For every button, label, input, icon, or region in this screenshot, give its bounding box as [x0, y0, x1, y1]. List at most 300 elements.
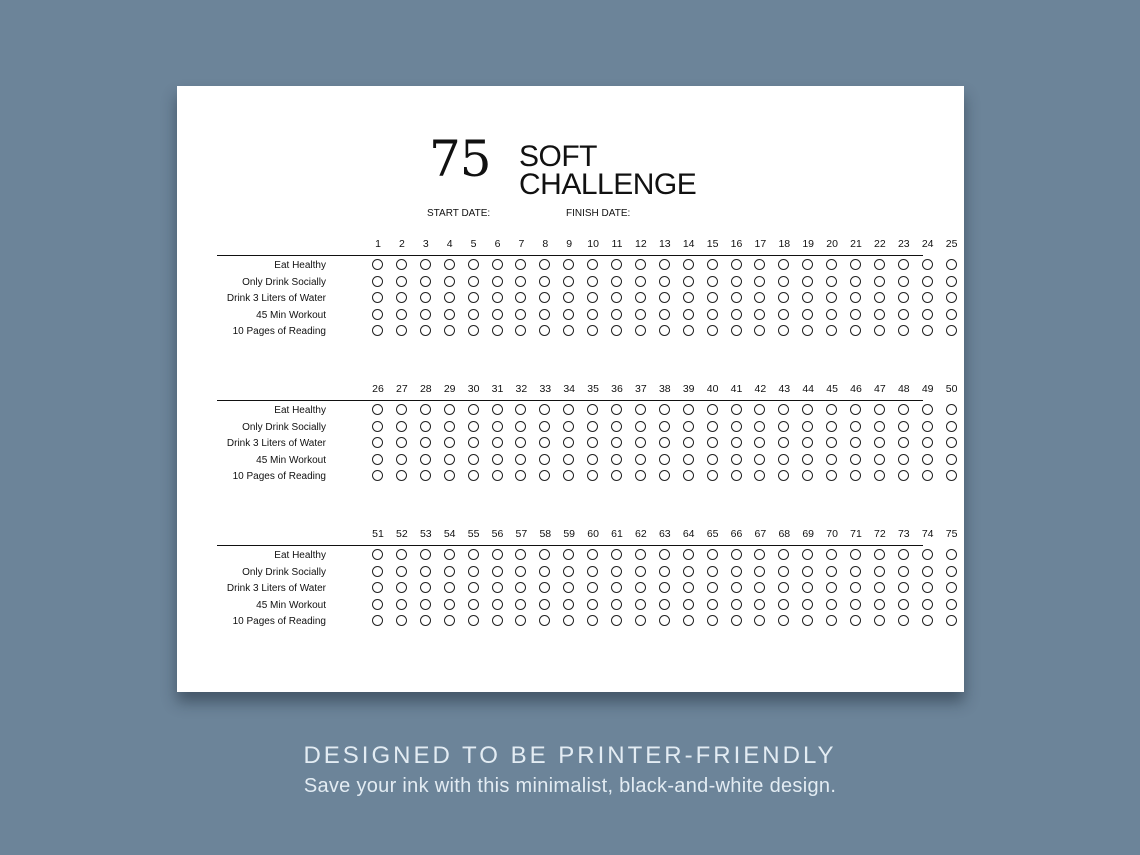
checkbox-circle[interactable] [515, 325, 526, 336]
checkbox-circle[interactable] [372, 309, 383, 320]
checkbox-circle[interactable] [683, 549, 694, 560]
checkbox-circle[interactable] [444, 566, 455, 577]
checkbox-circle[interactable] [850, 549, 861, 560]
checkbox-circle[interactable] [707, 276, 718, 287]
checkbox-circle[interactable] [898, 566, 909, 577]
checkbox-circle[interactable] [492, 549, 503, 560]
checkbox-circle[interactable] [372, 566, 383, 577]
checkbox-circle[interactable] [420, 421, 431, 432]
checkbox-circle[interactable] [922, 582, 933, 593]
checkbox-circle[interactable] [611, 325, 622, 336]
checkbox-circle[interactable] [611, 404, 622, 415]
checkbox-circle[interactable] [539, 421, 550, 432]
checkbox-circle[interactable] [778, 421, 789, 432]
checkbox-circle[interactable] [826, 325, 837, 336]
checkbox-circle[interactable] [539, 325, 550, 336]
checkbox-circle[interactable] [468, 404, 479, 415]
checkbox-circle[interactable] [826, 615, 837, 626]
checkbox-circle[interactable] [778, 309, 789, 320]
checkbox-circle[interactable] [444, 421, 455, 432]
checkbox-circle[interactable] [707, 259, 718, 270]
checkbox-circle[interactable] [611, 615, 622, 626]
checkbox-circle[interactable] [683, 421, 694, 432]
checkbox-circle[interactable] [922, 325, 933, 336]
checkbox-circle[interactable] [731, 259, 742, 270]
checkbox-circle[interactable] [802, 292, 813, 303]
checkbox-circle[interactable] [539, 615, 550, 626]
checkbox-circle[interactable] [635, 404, 646, 415]
checkbox-circle[interactable] [563, 615, 574, 626]
checkbox-circle[interactable] [946, 599, 957, 610]
checkbox-circle[interactable] [850, 421, 861, 432]
checkbox-circle[interactable] [922, 404, 933, 415]
checkbox-circle[interactable] [492, 325, 503, 336]
checkbox-circle[interactable] [898, 404, 909, 415]
checkbox-circle[interactable] [492, 292, 503, 303]
checkbox-circle[interactable] [874, 566, 885, 577]
checkbox-circle[interactable] [563, 421, 574, 432]
checkbox-circle[interactable] [778, 276, 789, 287]
checkbox-circle[interactable] [922, 566, 933, 577]
checkbox-circle[interactable] [396, 437, 407, 448]
checkbox-circle[interactable] [707, 470, 718, 481]
checkbox-circle[interactable] [707, 599, 718, 610]
checkbox-circle[interactable] [754, 404, 765, 415]
checkbox-circle[interactable] [850, 404, 861, 415]
checkbox-circle[interactable] [492, 437, 503, 448]
checkbox-circle[interactable] [946, 292, 957, 303]
checkbox-circle[interactable] [707, 292, 718, 303]
checkbox-circle[interactable] [539, 404, 550, 415]
checkbox-circle[interactable] [587, 566, 598, 577]
checkbox-circle[interactable] [754, 582, 765, 593]
checkbox-circle[interactable] [372, 404, 383, 415]
checkbox-circle[interactable] [683, 599, 694, 610]
checkbox-circle[interactable] [946, 437, 957, 448]
checkbox-circle[interactable] [635, 292, 646, 303]
checkbox-circle[interactable] [754, 292, 765, 303]
checkbox-circle[interactable] [731, 421, 742, 432]
checkbox-circle[interactable] [659, 325, 670, 336]
checkbox-circle[interactable] [611, 599, 622, 610]
checkbox-circle[interactable] [635, 259, 646, 270]
checkbox-circle[interactable] [587, 549, 598, 560]
checkbox-circle[interactable] [826, 566, 837, 577]
checkbox-circle[interactable] [539, 470, 550, 481]
checkbox-circle[interactable] [492, 259, 503, 270]
checkbox-circle[interactable] [922, 470, 933, 481]
checkbox-circle[interactable] [707, 582, 718, 593]
checkbox-circle[interactable] [874, 292, 885, 303]
checkbox-circle[interactable] [539, 549, 550, 560]
checkbox-circle[interactable] [587, 454, 598, 465]
checkbox-circle[interactable] [492, 454, 503, 465]
checkbox-circle[interactable] [611, 566, 622, 577]
checkbox-circle[interactable] [611, 582, 622, 593]
checkbox-circle[interactable] [396, 549, 407, 560]
checkbox-circle[interactable] [802, 309, 813, 320]
checkbox-circle[interactable] [563, 566, 574, 577]
checkbox-circle[interactable] [444, 470, 455, 481]
checkbox-circle[interactable] [587, 325, 598, 336]
checkbox-circle[interactable] [563, 582, 574, 593]
checkbox-circle[interactable] [922, 309, 933, 320]
checkbox-circle[interactable] [778, 615, 789, 626]
checkbox-circle[interactable] [922, 454, 933, 465]
checkbox-circle[interactable] [492, 566, 503, 577]
checkbox-circle[interactable] [683, 276, 694, 287]
checkbox-circle[interactable] [372, 582, 383, 593]
checkbox-circle[interactable] [850, 276, 861, 287]
checkbox-circle[interactable] [659, 615, 670, 626]
checkbox-circle[interactable] [420, 259, 431, 270]
checkbox-circle[interactable] [683, 404, 694, 415]
checkbox-circle[interactable] [778, 549, 789, 560]
checkbox-circle[interactable] [683, 325, 694, 336]
checkbox-circle[interactable] [778, 582, 789, 593]
checkbox-circle[interactable] [802, 470, 813, 481]
checkbox-circle[interactable] [898, 259, 909, 270]
checkbox-circle[interactable] [731, 599, 742, 610]
checkbox-circle[interactable] [372, 549, 383, 560]
checkbox-circle[interactable] [635, 582, 646, 593]
checkbox-circle[interactable] [659, 292, 670, 303]
checkbox-circle[interactable] [515, 549, 526, 560]
checkbox-circle[interactable] [683, 566, 694, 577]
checkbox-circle[interactable] [659, 259, 670, 270]
checkbox-circle[interactable] [802, 566, 813, 577]
checkbox-circle[interactable] [444, 292, 455, 303]
checkbox-circle[interactable] [802, 259, 813, 270]
checkbox-circle[interactable] [515, 404, 526, 415]
checkbox-circle[interactable] [420, 615, 431, 626]
checkbox-circle[interactable] [850, 470, 861, 481]
checkbox-circle[interactable] [754, 549, 765, 560]
checkbox-circle[interactable] [396, 454, 407, 465]
checkbox-circle[interactable] [826, 437, 837, 448]
checkbox-circle[interactable] [420, 309, 431, 320]
checkbox-circle[interactable] [396, 325, 407, 336]
checkbox-circle[interactable] [444, 276, 455, 287]
checkbox-circle[interactable] [420, 404, 431, 415]
checkbox-circle[interactable] [659, 421, 670, 432]
checkbox-circle[interactable] [635, 615, 646, 626]
checkbox-circle[interactable] [492, 421, 503, 432]
checkbox-circle[interactable] [396, 276, 407, 287]
checkbox-circle[interactable] [515, 582, 526, 593]
checkbox-circle[interactable] [778, 454, 789, 465]
checkbox-circle[interactable] [372, 454, 383, 465]
checkbox-circle[interactable] [635, 549, 646, 560]
checkbox-circle[interactable] [754, 309, 765, 320]
checkbox-circle[interactable] [946, 582, 957, 593]
checkbox-circle[interactable] [611, 549, 622, 560]
checkbox-circle[interactable] [611, 259, 622, 270]
checkbox-circle[interactable] [874, 582, 885, 593]
checkbox-circle[interactable] [898, 276, 909, 287]
checkbox-circle[interactable] [420, 325, 431, 336]
checkbox-circle[interactable] [778, 437, 789, 448]
checkbox-circle[interactable] [635, 276, 646, 287]
checkbox-circle[interactable] [659, 437, 670, 448]
checkbox-circle[interactable] [898, 292, 909, 303]
checkbox-circle[interactable] [946, 276, 957, 287]
checkbox-circle[interactable] [826, 276, 837, 287]
checkbox-circle[interactable] [683, 292, 694, 303]
checkbox-circle[interactable] [420, 582, 431, 593]
checkbox-circle[interactable] [659, 582, 670, 593]
checkbox-circle[interactable] [898, 615, 909, 626]
checkbox-circle[interactable] [659, 454, 670, 465]
checkbox-circle[interactable] [874, 470, 885, 481]
checkbox-circle[interactable] [754, 259, 765, 270]
checkbox-circle[interactable] [659, 549, 670, 560]
checkbox-circle[interactable] [946, 615, 957, 626]
checkbox-circle[interactable] [874, 259, 885, 270]
checkbox-circle[interactable] [563, 549, 574, 560]
checkbox-circle[interactable] [444, 454, 455, 465]
checkbox-circle[interactable] [492, 599, 503, 610]
checkbox-circle[interactable] [850, 566, 861, 577]
checkbox-circle[interactable] [539, 259, 550, 270]
checkbox-circle[interactable] [468, 566, 479, 577]
checkbox-circle[interactable] [420, 454, 431, 465]
checkbox-circle[interactable] [731, 325, 742, 336]
checkbox-circle[interactable] [420, 437, 431, 448]
checkbox-circle[interactable] [396, 582, 407, 593]
checkbox-circle[interactable] [946, 259, 957, 270]
checkbox-circle[interactable] [396, 599, 407, 610]
checkbox-circle[interactable] [396, 309, 407, 320]
checkbox-circle[interactable] [587, 582, 598, 593]
checkbox-circle[interactable] [754, 421, 765, 432]
checkbox-circle[interactable] [683, 615, 694, 626]
checkbox-circle[interactable] [683, 582, 694, 593]
checkbox-circle[interactable] [563, 325, 574, 336]
checkbox-circle[interactable] [922, 276, 933, 287]
checkbox-circle[interactable] [683, 259, 694, 270]
checkbox-circle[interactable] [659, 566, 670, 577]
checkbox-circle[interactable] [850, 454, 861, 465]
checkbox-circle[interactable] [468, 470, 479, 481]
checkbox-circle[interactable] [515, 470, 526, 481]
checkbox-circle[interactable] [826, 599, 837, 610]
checkbox-circle[interactable] [659, 276, 670, 287]
checkbox-circle[interactable] [539, 582, 550, 593]
checkbox-circle[interactable] [515, 292, 526, 303]
checkbox-circle[interactable] [611, 470, 622, 481]
checkbox-circle[interactable] [707, 454, 718, 465]
checkbox-circle[interactable] [778, 470, 789, 481]
checkbox-circle[interactable] [515, 615, 526, 626]
checkbox-circle[interactable] [444, 309, 455, 320]
checkbox-circle[interactable] [731, 454, 742, 465]
checkbox-circle[interactable] [898, 421, 909, 432]
checkbox-circle[interactable] [372, 615, 383, 626]
checkbox-circle[interactable] [707, 421, 718, 432]
checkbox-circle[interactable] [492, 582, 503, 593]
checkbox-circle[interactable] [731, 566, 742, 577]
checkbox-circle[interactable] [754, 470, 765, 481]
checkbox-circle[interactable] [874, 421, 885, 432]
checkbox-circle[interactable] [707, 325, 718, 336]
checkbox-circle[interactable] [444, 599, 455, 610]
checkbox-circle[interactable] [850, 615, 861, 626]
checkbox-circle[interactable] [874, 615, 885, 626]
checkbox-circle[interactable] [802, 437, 813, 448]
checkbox-circle[interactable] [826, 259, 837, 270]
checkbox-circle[interactable] [372, 292, 383, 303]
checkbox-circle[interactable] [850, 599, 861, 610]
checkbox-circle[interactable] [587, 292, 598, 303]
checkbox-circle[interactable] [539, 599, 550, 610]
checkbox-circle[interactable] [826, 309, 837, 320]
checkbox-circle[interactable] [420, 276, 431, 287]
checkbox-circle[interactable] [898, 582, 909, 593]
checkbox-circle[interactable] [444, 615, 455, 626]
checkbox-circle[interactable] [707, 566, 718, 577]
checkbox-circle[interactable] [922, 421, 933, 432]
checkbox-circle[interactable] [396, 421, 407, 432]
checkbox-circle[interactable] [444, 582, 455, 593]
checkbox-circle[interactable] [372, 470, 383, 481]
checkbox-circle[interactable] [802, 615, 813, 626]
checkbox-circle[interactable] [778, 404, 789, 415]
checkbox-circle[interactable] [492, 404, 503, 415]
checkbox-circle[interactable] [754, 437, 765, 448]
checkbox-circle[interactable] [874, 404, 885, 415]
checkbox-circle[interactable] [754, 325, 765, 336]
checkbox-circle[interactable] [635, 566, 646, 577]
checkbox-circle[interactable] [874, 599, 885, 610]
checkbox-circle[interactable] [515, 599, 526, 610]
checkbox-circle[interactable] [946, 454, 957, 465]
checkbox-circle[interactable] [731, 470, 742, 481]
checkbox-circle[interactable] [707, 549, 718, 560]
checkbox-circle[interactable] [539, 454, 550, 465]
checkbox-circle[interactable] [468, 421, 479, 432]
checkbox-circle[interactable] [946, 470, 957, 481]
checkbox-circle[interactable] [492, 470, 503, 481]
checkbox-circle[interactable] [468, 309, 479, 320]
checkbox-circle[interactable] [635, 437, 646, 448]
checkbox-circle[interactable] [946, 566, 957, 577]
checkbox-circle[interactable] [683, 470, 694, 481]
checkbox-circle[interactable] [802, 582, 813, 593]
checkbox-circle[interactable] [539, 276, 550, 287]
checkbox-circle[interactable] [492, 615, 503, 626]
checkbox-circle[interactable] [587, 470, 598, 481]
checkbox-circle[interactable] [826, 582, 837, 593]
checkbox-circle[interactable] [468, 582, 479, 593]
checkbox-circle[interactable] [468, 437, 479, 448]
checkbox-circle[interactable] [515, 566, 526, 577]
checkbox-circle[interactable] [731, 437, 742, 448]
checkbox-circle[interactable] [635, 421, 646, 432]
checkbox-circle[interactable] [396, 566, 407, 577]
checkbox-circle[interactable] [826, 292, 837, 303]
checkbox-circle[interactable] [611, 276, 622, 287]
checkbox-circle[interactable] [563, 309, 574, 320]
checkbox-circle[interactable] [372, 325, 383, 336]
checkbox-circle[interactable] [946, 549, 957, 560]
checkbox-circle[interactable] [731, 582, 742, 593]
checkbox-circle[interactable] [468, 615, 479, 626]
checkbox-circle[interactable] [396, 615, 407, 626]
checkbox-circle[interactable] [898, 437, 909, 448]
checkbox-circle[interactable] [468, 276, 479, 287]
checkbox-circle[interactable] [778, 566, 789, 577]
checkbox-circle[interactable] [898, 599, 909, 610]
checkbox-circle[interactable] [587, 309, 598, 320]
checkbox-circle[interactable] [444, 259, 455, 270]
checkbox-circle[interactable] [731, 292, 742, 303]
checkbox-circle[interactable] [659, 404, 670, 415]
checkbox-circle[interactable] [850, 437, 861, 448]
checkbox-circle[interactable] [922, 259, 933, 270]
checkbox-circle[interactable] [372, 259, 383, 270]
checkbox-circle[interactable] [922, 549, 933, 560]
checkbox-circle[interactable] [850, 582, 861, 593]
checkbox-circle[interactable] [802, 549, 813, 560]
checkbox-circle[interactable] [874, 549, 885, 560]
checkbox-circle[interactable] [826, 470, 837, 481]
checkbox-circle[interactable] [444, 325, 455, 336]
checkbox-circle[interactable] [731, 549, 742, 560]
checkbox-circle[interactable] [492, 276, 503, 287]
checkbox-circle[interactable] [492, 309, 503, 320]
checkbox-circle[interactable] [396, 404, 407, 415]
checkbox-circle[interactable] [683, 454, 694, 465]
checkbox-circle[interactable] [754, 566, 765, 577]
checkbox-circle[interactable] [539, 309, 550, 320]
checkbox-circle[interactable] [898, 309, 909, 320]
checkbox-circle[interactable] [539, 437, 550, 448]
checkbox-circle[interactable] [874, 325, 885, 336]
checkbox-circle[interactable] [826, 549, 837, 560]
checkbox-circle[interactable] [946, 421, 957, 432]
checkbox-circle[interactable] [515, 259, 526, 270]
checkbox-circle[interactable] [683, 437, 694, 448]
checkbox-circle[interactable] [611, 309, 622, 320]
checkbox-circle[interactable] [826, 454, 837, 465]
checkbox-circle[interactable] [539, 566, 550, 577]
checkbox-circle[interactable] [635, 470, 646, 481]
checkbox-circle[interactable] [563, 276, 574, 287]
checkbox-circle[interactable] [826, 404, 837, 415]
checkbox-circle[interactable] [468, 454, 479, 465]
checkbox-circle[interactable] [635, 599, 646, 610]
checkbox-circle[interactable] [396, 292, 407, 303]
checkbox-circle[interactable] [563, 292, 574, 303]
checkbox-circle[interactable] [587, 437, 598, 448]
checkbox-circle[interactable] [731, 276, 742, 287]
checkbox-circle[interactable] [444, 404, 455, 415]
checkbox-circle[interactable] [420, 599, 431, 610]
checkbox-circle[interactable] [754, 615, 765, 626]
checkbox-circle[interactable] [659, 470, 670, 481]
checkbox-circle[interactable] [850, 325, 861, 336]
checkbox-circle[interactable] [802, 454, 813, 465]
checkbox-circle[interactable] [372, 437, 383, 448]
checkbox-circle[interactable] [468, 292, 479, 303]
checkbox-circle[interactable] [611, 454, 622, 465]
checkbox-circle[interactable] [468, 599, 479, 610]
checkbox-circle[interactable] [922, 615, 933, 626]
checkbox-circle[interactable] [587, 421, 598, 432]
checkbox-circle[interactable] [922, 292, 933, 303]
checkbox-circle[interactable] [778, 599, 789, 610]
